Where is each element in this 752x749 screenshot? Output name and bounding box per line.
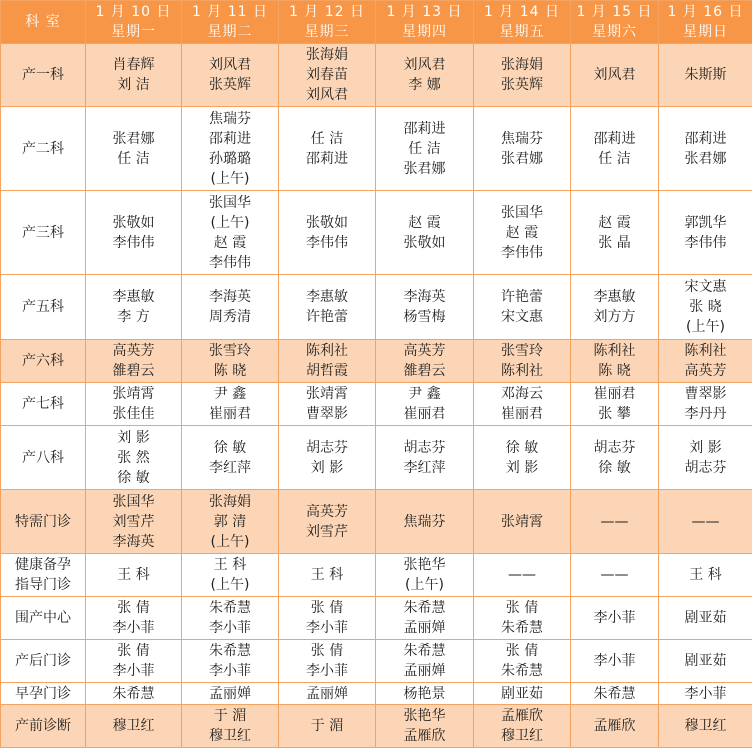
duty-cell: 王 科 xyxy=(86,554,182,597)
duty-cell: 张敬如 李伟伟 xyxy=(86,191,182,275)
dept-column-header: 科 室 xyxy=(1,1,86,44)
table-row xyxy=(1,640,752,683)
duty-cell: 曹翠影 李丹丹 xyxy=(659,383,752,426)
duty-cell: 肖春辉 刘 洁 xyxy=(86,44,182,107)
duty-cell: 张靖霄 曹翠影 xyxy=(279,383,376,426)
duty-cell: —— xyxy=(474,554,571,597)
duty-cell: 尹 鑫 崔丽君 xyxy=(376,383,474,426)
duty-cell: 刘风君 张英辉 xyxy=(182,44,279,107)
day-header: 1 月 16 日 星期日 xyxy=(659,1,752,44)
duty-cell: —— xyxy=(571,554,659,597)
duty-cell: 刘 影 张 然 徐 敏 xyxy=(86,426,182,490)
duty-cell: 陈利社 高英芳 xyxy=(659,340,752,383)
duty-cell: 焦瑞芬 xyxy=(376,490,474,554)
dept-name: 产前诊断 xyxy=(1,705,86,748)
duty-cell: —— xyxy=(571,490,659,554)
duty-cell: 朱斯斯 xyxy=(659,44,752,107)
duty-cell: 焦瑞芬 张君娜 xyxy=(474,107,571,191)
duty-cell: 陈利社 陈 晓 xyxy=(571,340,659,383)
duty-cell: 朱希慧 xyxy=(571,683,659,705)
day-header: 1 月 13 日 星期四 xyxy=(376,1,474,44)
table-row xyxy=(1,44,752,107)
duty-cell: 剧亚茹 xyxy=(659,597,752,640)
day-header: 1 月 10 日 星期一 xyxy=(86,1,182,44)
table-row xyxy=(1,683,752,705)
day-header: 1 月 11 日 星期二 xyxy=(182,1,279,44)
dept-name: 产后门诊 xyxy=(1,640,86,683)
duty-cell: 高英芳 刘雪芹 xyxy=(279,490,376,554)
duty-cell: 王 科 (上午) xyxy=(182,554,279,597)
duty-cell: 焦瑞芬 邵莉进 孙璐璐 (上午) xyxy=(182,107,279,191)
duty-cell: 张 倩 朱希慧 xyxy=(474,640,571,683)
duty-cell: 李惠敏 许艳蕾 xyxy=(279,275,376,340)
duty-cell: 刘风君 xyxy=(571,44,659,107)
duty-cell: 刘 影 胡志芬 xyxy=(659,426,752,490)
duty-cell: 张君娜 任 洁 xyxy=(86,107,182,191)
header-row xyxy=(1,1,752,44)
duty-cell: 邵莉进 张君娜 xyxy=(659,107,752,191)
table-row xyxy=(1,490,752,554)
duty-cell: 李惠敏 李 方 xyxy=(86,275,182,340)
table-row xyxy=(1,191,752,275)
duty-cell: 张 倩 李小菲 xyxy=(279,640,376,683)
duty-cell: 李海英 杨雪梅 xyxy=(376,275,474,340)
duty-cell: 张海娟 张英辉 xyxy=(474,44,571,107)
duty-cell: 张靖霄 xyxy=(474,490,571,554)
duty-cell: 邵莉进 任 洁 张君娜 xyxy=(376,107,474,191)
table-row xyxy=(1,597,752,640)
duty-cell: 王 科 xyxy=(659,554,752,597)
duty-cell: —— xyxy=(659,490,752,554)
day-header: 1 月 14 日 星期五 xyxy=(474,1,571,44)
dept-name: 特需门诊 xyxy=(1,490,86,554)
duty-cell: 徐 敏 刘 影 xyxy=(474,426,571,490)
duty-cell: 徐 敏 李红萍 xyxy=(182,426,279,490)
duty-cell: 崔丽君 张 攀 xyxy=(571,383,659,426)
table-row xyxy=(1,426,752,490)
dept-name: 早孕门诊 xyxy=(1,683,86,705)
duty-cell: 张海娟 郭 清 (上午) xyxy=(182,490,279,554)
duty-cell: 李惠敏 刘方方 xyxy=(571,275,659,340)
table-row xyxy=(1,383,752,426)
duty-cell: 张国华 (上午) 赵 霞 李伟伟 xyxy=(182,191,279,275)
dept-name: 产三科 xyxy=(1,191,86,275)
duty-cell: 张雪玲 陈利社 xyxy=(474,340,571,383)
duty-cell: 孟雁欣 xyxy=(571,705,659,748)
duty-cell: 张敬如 李伟伟 xyxy=(279,191,376,275)
table-row xyxy=(1,705,752,748)
duty-cell: 穆卫红 xyxy=(659,705,752,748)
duty-cell: 王 科 xyxy=(279,554,376,597)
duty-cell: 张靖霄 张佳佳 xyxy=(86,383,182,426)
table-row xyxy=(1,107,752,191)
duty-cell: 任 洁 邵莉进 xyxy=(279,107,376,191)
duty-cell: 张雪玲 陈 晓 xyxy=(182,340,279,383)
dept-name: 产六科 xyxy=(1,340,86,383)
duty-cell: 于 湄 穆卫红 xyxy=(182,705,279,748)
duty-cell: 胡志芬 李红萍 xyxy=(376,426,474,490)
duty-cell: 李小菲 xyxy=(571,640,659,683)
duty-cell: 许艳蕾 宋文惠 xyxy=(474,275,571,340)
duty-cell: 李小菲 xyxy=(659,683,752,705)
table-row xyxy=(1,275,752,340)
duty-cell: 张国华 刘雪芹 李海英 xyxy=(86,490,182,554)
duty-cell: 宋文惠 张 晓 (上午) xyxy=(659,275,752,340)
duty-cell: 郭凯华 李伟伟 xyxy=(659,191,752,275)
duty-cell: 张海娟 刘春苗 刘风君 xyxy=(279,44,376,107)
dept-name: 产七科 xyxy=(1,383,86,426)
duty-cell: 尹 鑫 崔丽君 xyxy=(182,383,279,426)
duty-cell: 朱希慧 李小菲 xyxy=(182,640,279,683)
duty-cell: 张艳华 (上午) xyxy=(376,554,474,597)
duty-cell: 胡志芬 刘 影 xyxy=(279,426,376,490)
day-header: 1 月 12 日 星期三 xyxy=(279,1,376,44)
duty-cell: 张 倩 李小菲 xyxy=(86,597,182,640)
duty-cell: 朱希慧 孟丽婵 xyxy=(376,597,474,640)
duty-cell: 穆卫红 xyxy=(86,705,182,748)
duty-cell: 高英芳 雒碧云 xyxy=(86,340,182,383)
duty-cell: 朱希慧 孟丽婵 xyxy=(376,640,474,683)
dept-name: 产二科 xyxy=(1,107,86,191)
duty-cell: 胡志芬 徐 敏 xyxy=(571,426,659,490)
dept-name: 产一科 xyxy=(1,44,86,107)
dept-name: 围产中心 xyxy=(1,597,86,640)
duty-cell: 朱希慧 xyxy=(86,683,182,705)
duty-cell: 邵莉进 任 洁 xyxy=(571,107,659,191)
duty-cell: 张 倩 李小菲 xyxy=(86,640,182,683)
dept-name: 产八科 xyxy=(1,426,86,490)
table-row xyxy=(1,340,752,383)
duty-cell: 孟丽婵 xyxy=(182,683,279,705)
duty-cell: 赵 霞 张敬如 xyxy=(376,191,474,275)
duty-cell: 陈利社 胡哲霞 xyxy=(279,340,376,383)
duty-cell: 张艳华 孟雁欣 xyxy=(376,705,474,748)
table-row xyxy=(1,554,752,597)
duty-cell: 杨艳景 xyxy=(376,683,474,705)
dept-name: 产五科 xyxy=(1,275,86,340)
duty-cell: 李小菲 xyxy=(571,597,659,640)
duty-cell: 孟雁欣 穆卫红 xyxy=(474,705,571,748)
duty-cell: 张 倩 李小菲 xyxy=(279,597,376,640)
duty-cell: 张国华 赵 霞 李伟伟 xyxy=(474,191,571,275)
duty-cell: 高英芳 雒碧云 xyxy=(376,340,474,383)
duty-cell: 刘风君 李 娜 xyxy=(376,44,474,107)
duty-cell: 朱希慧 李小菲 xyxy=(182,597,279,640)
duty-cell: 孟丽婵 xyxy=(279,683,376,705)
day-header: 1 月 15 日 星期六 xyxy=(571,1,659,44)
duty-cell: 赵 霞 张 晶 xyxy=(571,191,659,275)
dept-name: 健康备孕 指导门诊 xyxy=(1,554,86,597)
duty-cell: 李海英 周秀清 xyxy=(182,275,279,340)
duty-cell: 剧亚茹 xyxy=(474,683,571,705)
duty-cell: 张 倩 朱希慧 xyxy=(474,597,571,640)
duty-cell: 剧亚茹 xyxy=(659,640,752,683)
duty-cell: 于 湄 xyxy=(279,705,376,748)
duty-cell: 邓海云 崔丽君 xyxy=(474,383,571,426)
